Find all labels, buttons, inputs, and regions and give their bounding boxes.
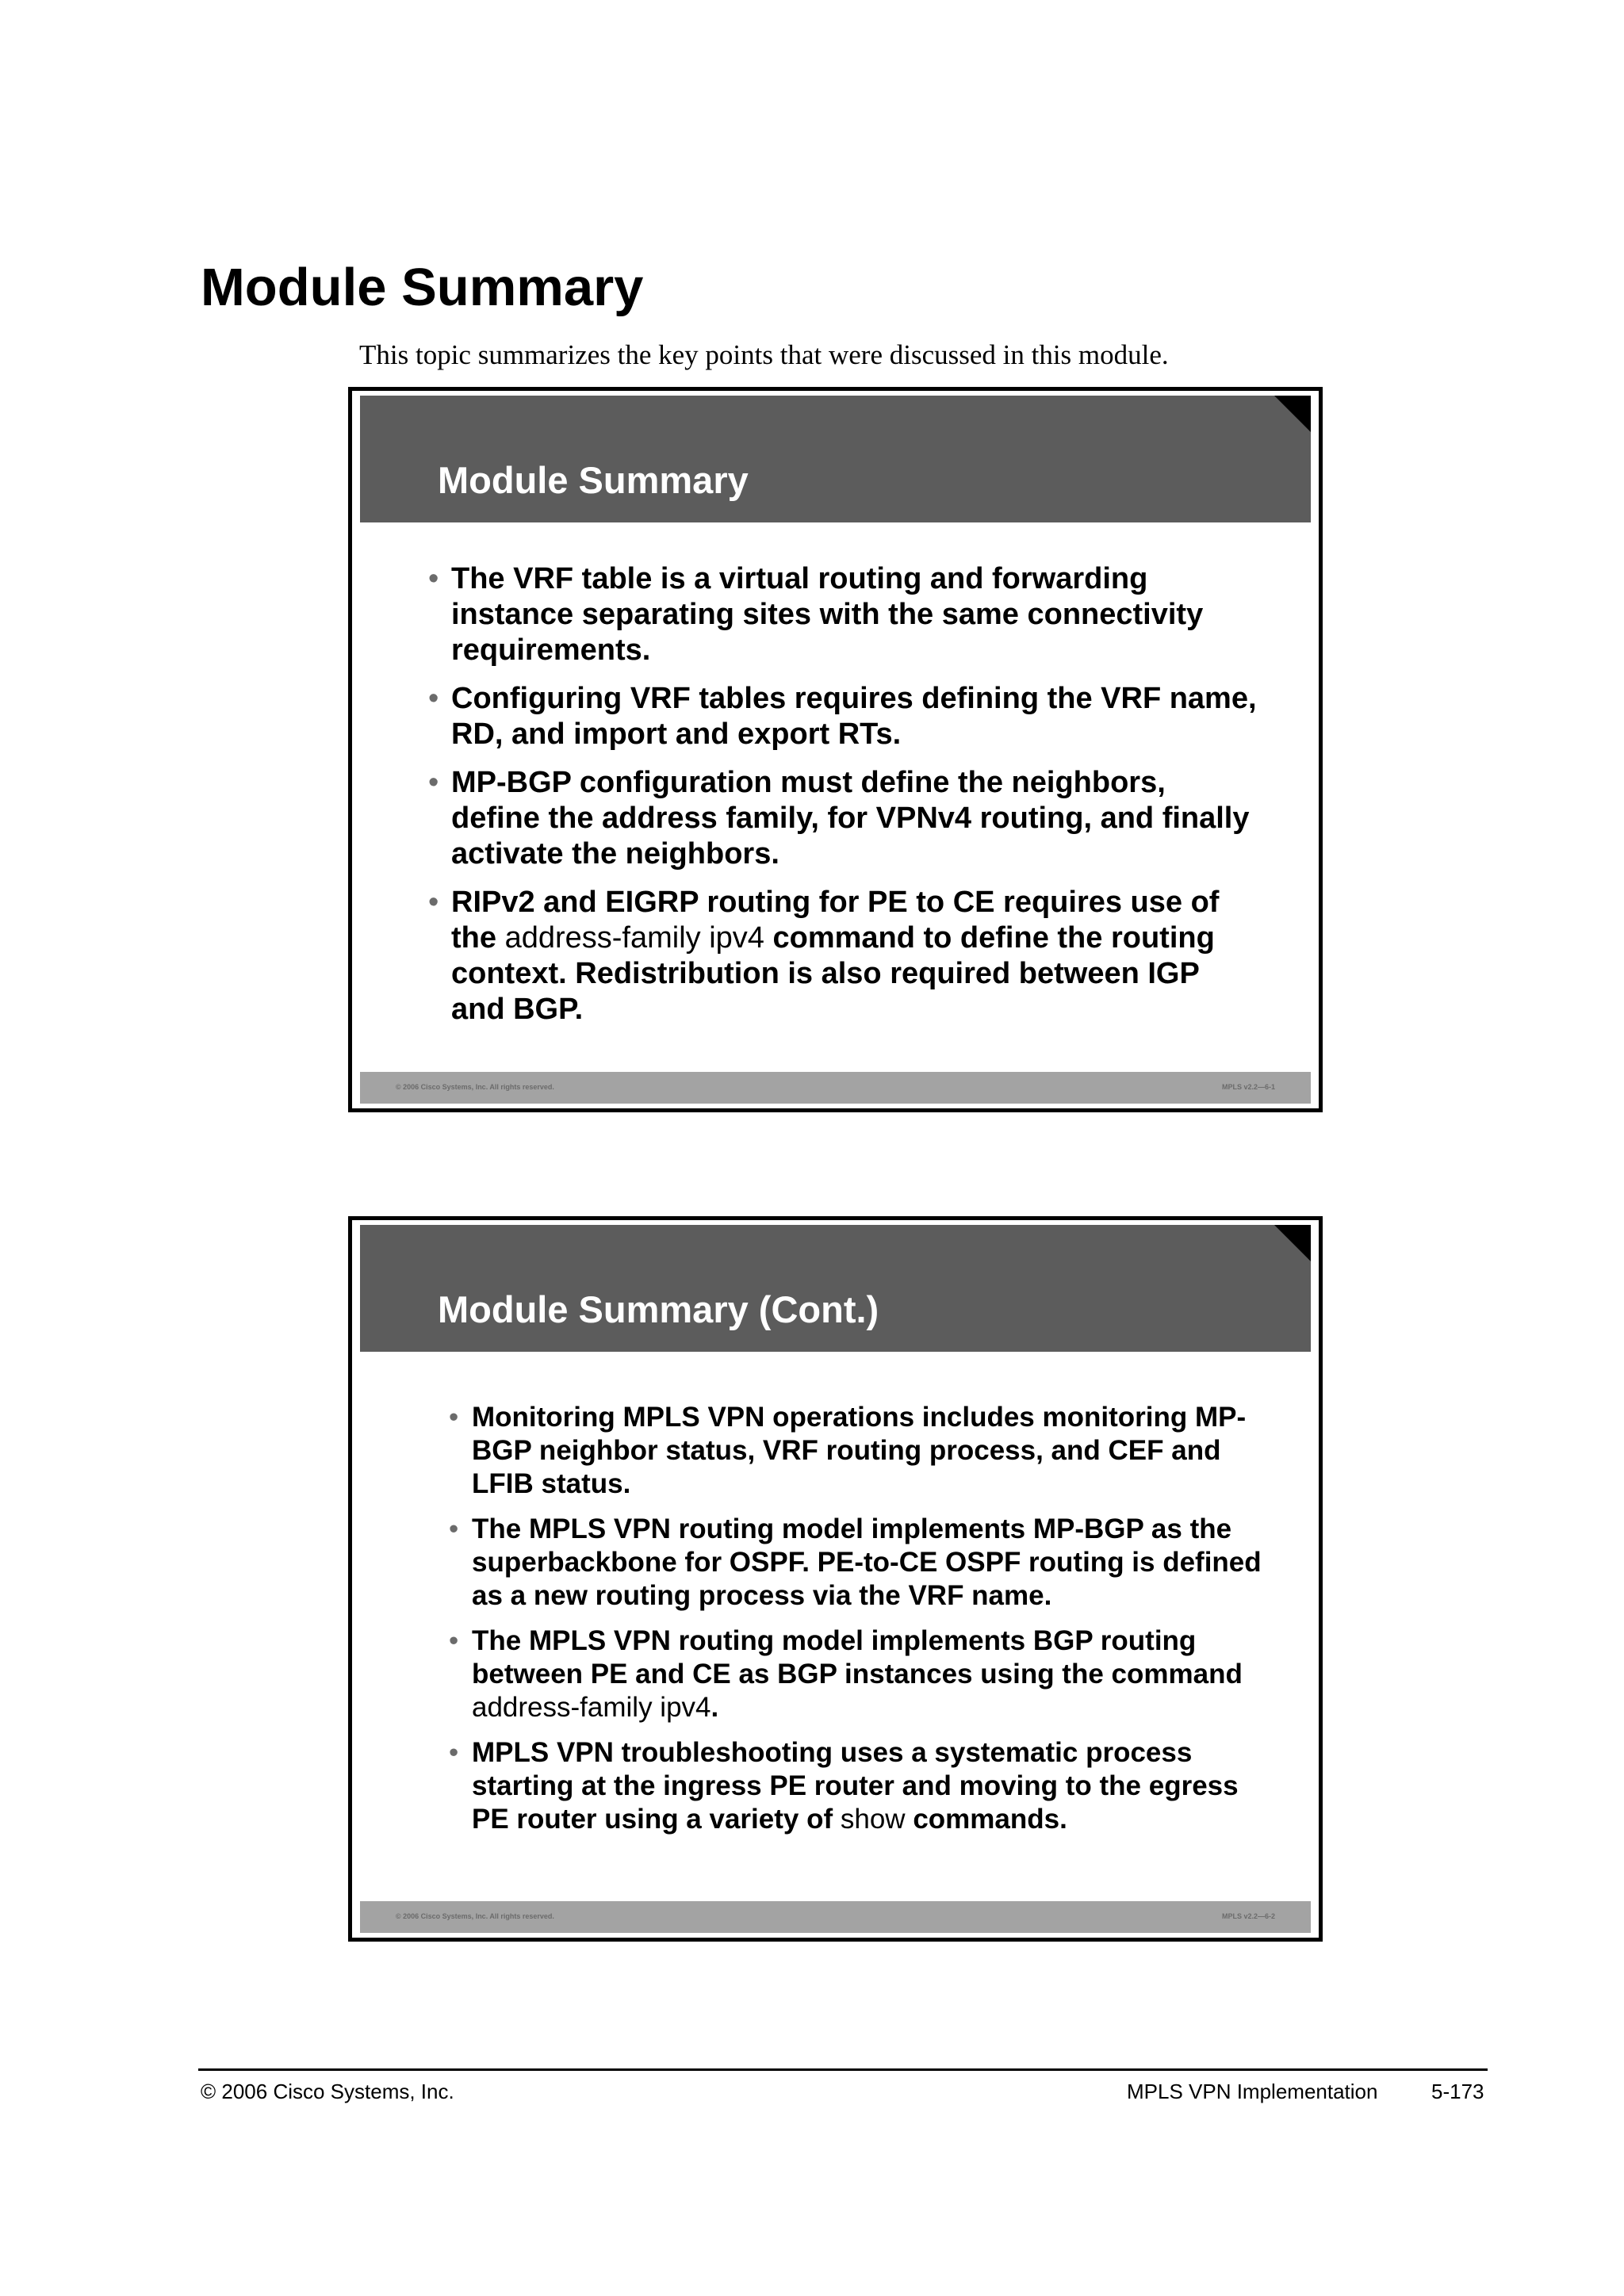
slide-header — [360, 1225, 1311, 1352]
slide-footer — [360, 1072, 1311, 1104]
bullet-item: • The VRF table is a virtual routing and forwarding instance separating sites with the same connectivity requirements. — [428, 562, 1204, 667]
slide-number: MPLS v2.2—6-1 — [1221, 1083, 1275, 1091]
bullet-list — [449, 1401, 1273, 1848]
slide-title: Module Summary — [438, 459, 749, 501]
slide-corner-mark — [1274, 396, 1311, 432]
bullet-list — [428, 561, 1260, 1040]
bullet-icon: • — [428, 562, 439, 595]
slide-number: MPLS v2.2—6-2 — [1221, 1912, 1275, 1920]
bullet-icon: • — [428, 682, 439, 715]
bullet-item: • The MPLS VPN routing model implements BGP routing between PE and CE as BGP instances using the command address-family ipv4. — [449, 1625, 1243, 1723]
command-text: show — [840, 1804, 906, 1835]
bullet-icon: • — [449, 1513, 459, 1544]
bullet-icon: • — [449, 1402, 459, 1433]
slide-2 — [348, 1216, 1323, 1942]
bullet-item: • RIPv2 and EIGRP routing for PE to CE requires use of the address-family ipv4 command to define the routing context. Redistribution is also required between IGP and BGP. — [428, 886, 1220, 1026]
bullet-item: • The MPLS VPN routing model implements MP-BGP as the superbackbone for OSPF. PE-to-CE OSPF routing is defined as a new routing process via the VRF name. — [449, 1513, 1262, 1611]
bullet-item: • MP-BGP configuration must define the neighbors, define the address family, for VPNv4 routing, and finally activate the neighbors. — [428, 766, 1250, 871]
bullet-icon: • — [428, 886, 439, 919]
bullet-icon: • — [449, 1737, 459, 1768]
page-title: Module Summary — [201, 258, 644, 317]
bullet-icon: • — [428, 766, 439, 799]
page-footer-copyright: © 2006 Cisco Systems, Inc. — [201, 2080, 454, 2103]
bullet-item: • Configuring VRF tables requires defining the VRF name, RD, and import and export RTs. — [428, 682, 1257, 751]
slide-copyright: © 2006 Cisco Systems, Inc. All rights reserved. — [396, 1083, 554, 1091]
bullet-item: • Monitoring MPLS VPN operations includes monitoring MP-BGP neighbor status, VRF routing process, and CEF and LFIB status. — [449, 1402, 1247, 1499]
slide-title: Module Summary (Cont.) — [438, 1288, 879, 1330]
command-text: address-family ipv4 — [472, 1692, 711, 1723]
bullet-item: • MPLS VPN troubleshooting uses a systematic process starting at the ingress PE router and moving to the egress PE router using a variety of show commands. — [449, 1737, 1239, 1835]
slide-header — [360, 396, 1311, 522]
command-text: address-family ipv4 — [504, 921, 764, 955]
slide-copyright: © 2006 Cisco Systems, Inc. All rights reserved. — [396, 1912, 554, 1920]
page-footer-course: MPLS VPN Implementation — [1127, 2080, 1378, 2103]
footer-divider — [198, 2068, 1488, 2071]
slide-1 — [348, 387, 1323, 1112]
slide-corner-mark — [1274, 1225, 1311, 1261]
slide-footer — [360, 1901, 1311, 1933]
page-number: 5-173 — [1431, 2080, 1484, 2103]
bullet-icon: • — [449, 1625, 459, 1656]
intro-text: This topic summarizes the key points that were discussed in this module. — [359, 339, 1169, 370]
